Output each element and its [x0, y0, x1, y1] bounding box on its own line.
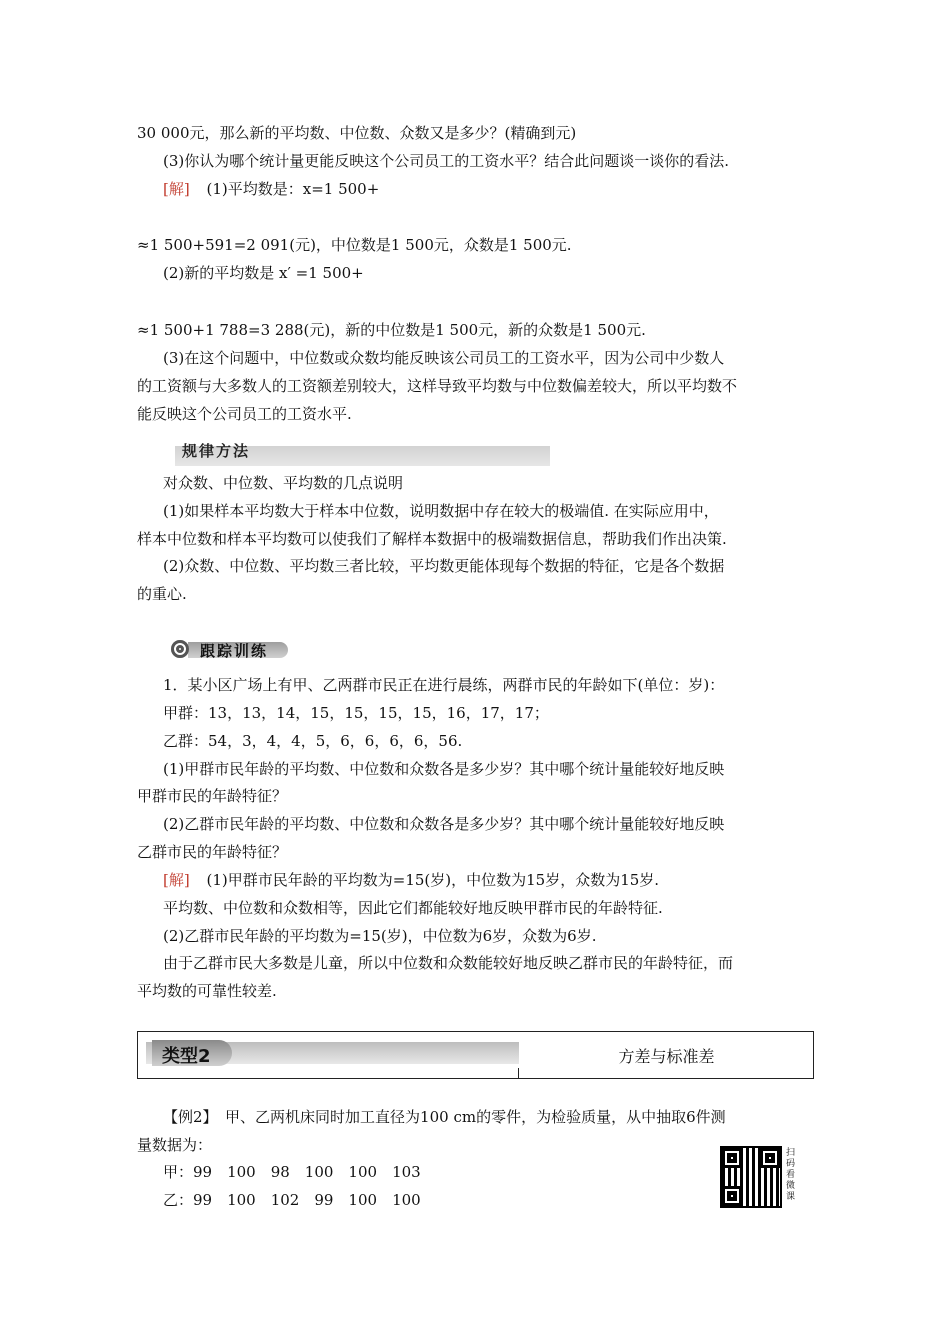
solution-line	[163, 870, 659, 890]
text-line: 对众数、中位数、平均数的几点说明	[163, 474, 404, 492]
text-line: (1)甲群市民年龄的平均数、中位数和众数各是多少岁？其中哪个统计量能较好地反映	[163, 760, 725, 778]
section-title: 方差与标准差	[618, 1047, 715, 1066]
text-line: (2)乙群市民年龄的平均数、中位数和众数各是多少岁？其中哪个统计量能较好地反映	[163, 815, 725, 833]
divider	[518, 1068, 519, 1079]
section-header-box	[137, 1031, 814, 1079]
text-line: 乙群：54，3，4，4，5，6，6，6，6，56.	[163, 732, 463, 750]
text-line: ≈1 500+591=2 091(元)，中位数是1 500元，众数是1 500元.	[137, 236, 572, 254]
training-title: 跟踪训练	[200, 642, 269, 660]
solution-line	[163, 179, 379, 199]
text-line: (1)如果样本平均数大于样本中位数，说明数据中存在较大的极端值. 在实际应用中，	[163, 502, 719, 520]
solution-tag: [解]	[163, 180, 190, 198]
text-line: (3)在这个问题中，中位数或众数均能反映该公司员工的工资水平，因为公司中少数人	[163, 349, 725, 367]
target-icon	[171, 640, 189, 658]
text-line: 的工资额与大多数人的工资额差别较大，这样导致平均数与中位数偏差较大，所以平均数不	[137, 377, 738, 395]
text-line: 乙群市民的年龄特征？	[137, 843, 288, 861]
text-line: (2)众数、中位数、平均数三者比较，平均数更能体现每个数据的特征，它是各个数据	[163, 557, 725, 575]
question-3: (3)你认为哪个统计量更能反映这个公司员工的工资水平？结合此问题谈一谈你的看法.	[163, 152, 730, 170]
type-tag: 类型2	[162, 1046, 211, 1067]
text-line: 平均数、中位数和众数相等，因此它们都能较好地反映甲群市民的年龄特征.	[163, 899, 663, 917]
data-row-b: 乙：99 100 102 99 100 100	[163, 1191, 421, 1209]
method-title: 规律方法	[182, 442, 251, 460]
solution-tag: [解]	[163, 871, 190, 889]
example-heading: 【例2】 甲、乙两机床同时加工直径为100 cm的零件，为检验质量，从中抽取6件测	[163, 1108, 726, 1126]
text-line: (1)甲群市民年龄的平均数为=15(岁)，中位数为15岁，众数为15岁.	[206, 871, 660, 889]
solution-mean: (1)平均数是：x=1 500+	[206, 180, 380, 198]
text-line: 的重心.	[137, 585, 187, 603]
qr-caption: 扫码看微课	[786, 1148, 796, 1202]
qr-code-icon[interactable]	[722, 1148, 780, 1206]
text-line: 由于乙群市民大多数是儿童，所以中位数和众数能较好地反映乙群市民的年龄特征，而	[163, 954, 734, 972]
text-line: 甲群市民的年龄特征？	[137, 787, 288, 805]
text-line: 1．某小区广场上有甲、乙两群市民正在进行晨练，两群市民的年龄如下(单位：岁)：	[163, 676, 725, 694]
data-row-a: 甲：99 100 98 100 100 103	[163, 1163, 421, 1181]
text-line: 量数据为：	[137, 1136, 213, 1154]
text-line: 30 000元，那么新的平均数、中位数、众数又是多少？(精确到元)	[137, 124, 577, 142]
text-line: 能反映这个公司员工的工资水平.	[137, 405, 352, 423]
text-line: ≈1 500+1 788=3 288(元)，新的中位数是1 500元，新的众数是1 500元.	[137, 321, 646, 339]
text-line: 样本中位数和样本平均数可以使我们了解样本数据中的极端数据信息，帮助我们作出决策.	[137, 530, 727, 548]
text-line: 甲群：13，13，14，15，15，15，15，16，17，17；	[163, 704, 549, 722]
text-line: (2)乙群市民年龄的平均数为=15(岁)，中位数为6岁，众数为6岁.	[163, 927, 597, 945]
text-line: (2)新的平均数是 x′ =1 500+	[163, 264, 364, 282]
text-line: 平均数的可靠性较差.	[137, 982, 277, 1000]
